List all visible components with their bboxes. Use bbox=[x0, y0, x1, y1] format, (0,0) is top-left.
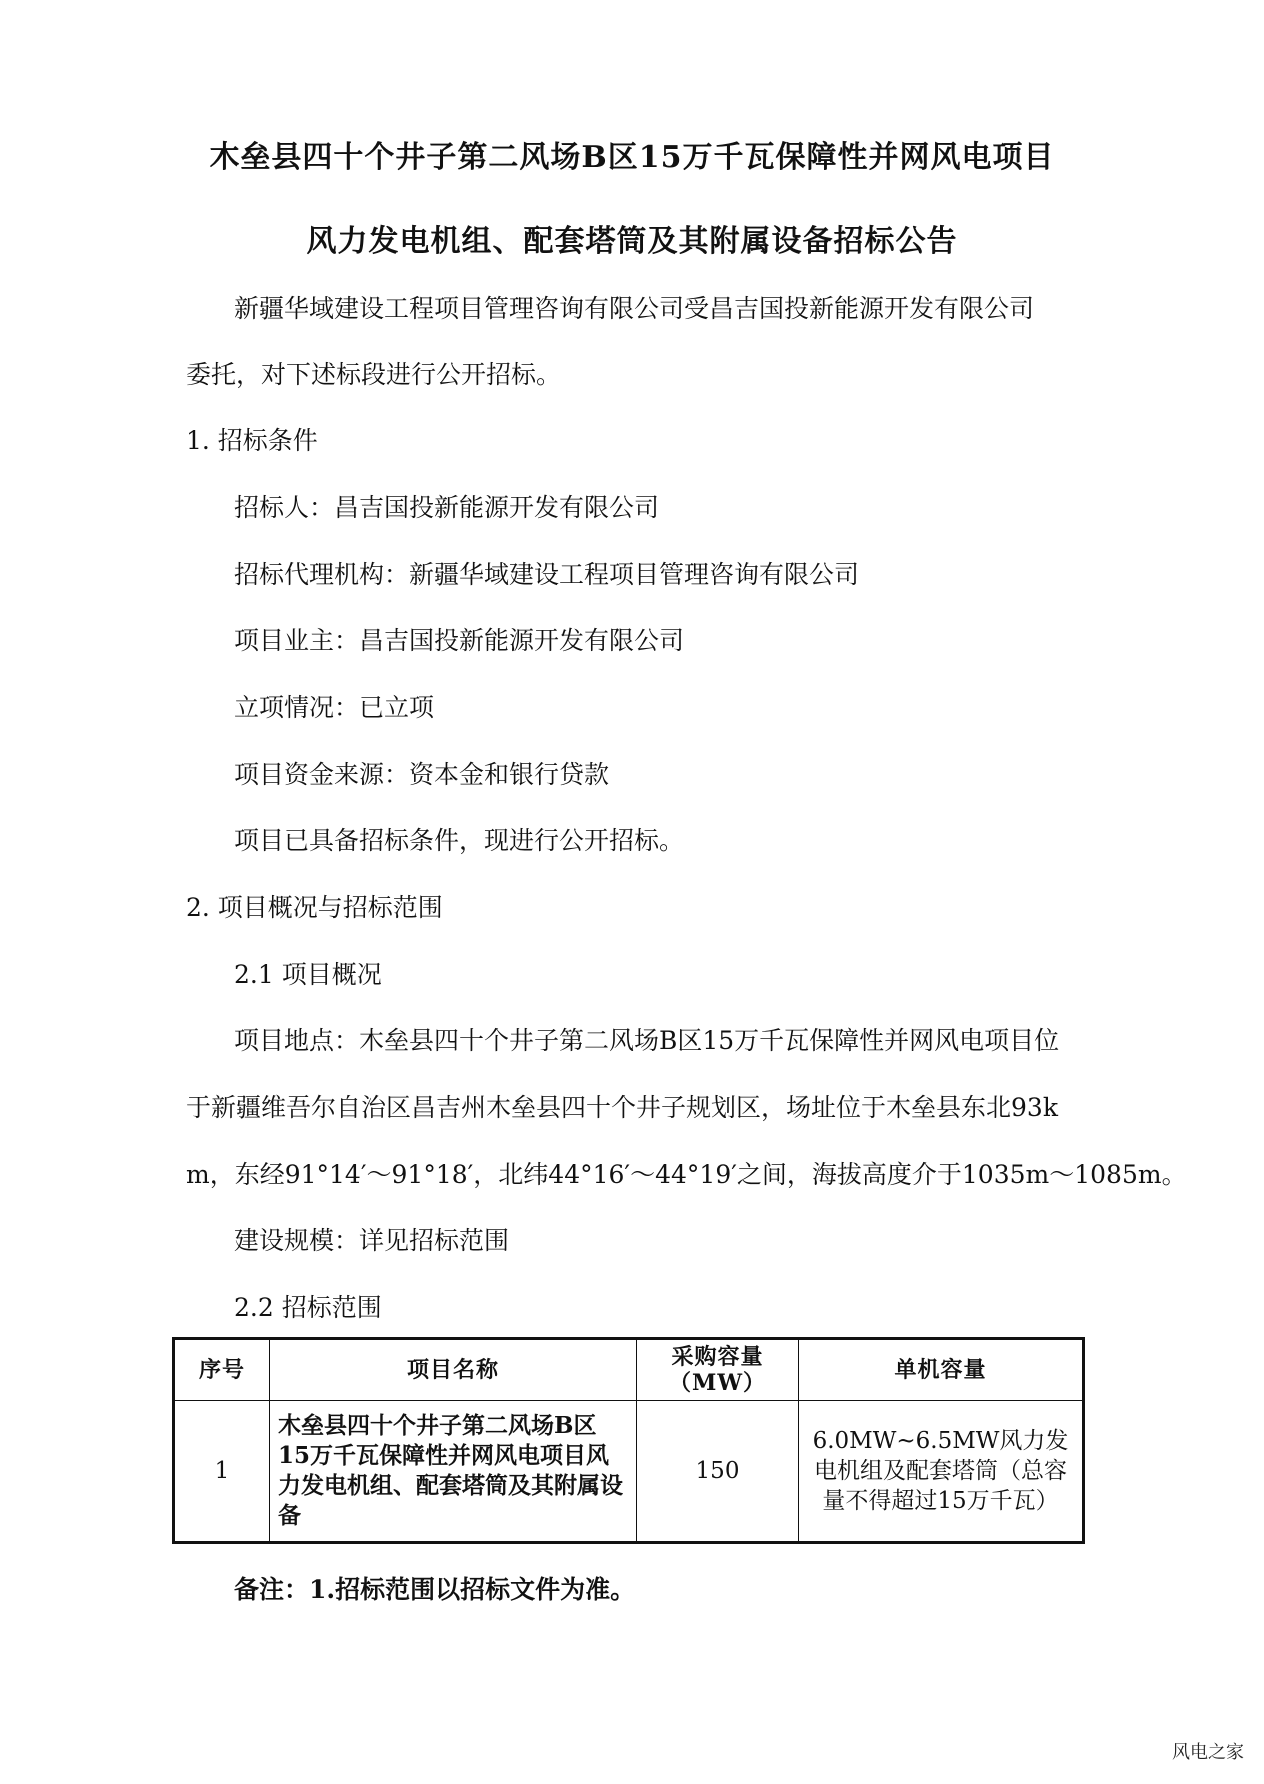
intro-line1: 新疆华域建设工程项目管理咨询有限公司受昌吉国投新能源开发有限公司 bbox=[234, 294, 1035, 323]
funding-item bbox=[234, 757, 609, 793]
funding-value: 资本金和银行贷款 bbox=[409, 760, 610, 789]
cell-no: 1 bbox=[174, 1401, 270, 1543]
location-line3: m，东经91°14′～91°18′，北纬44°16′～44°19′之间，海拔高度介于1035m～1085m。 bbox=[186, 1160, 1187, 1189]
cell-unit-capacity: 6.0MW~6.5MW风力发电机组及配套塔筒（总容量不得超过15万千瓦） bbox=[799, 1401, 1084, 1543]
watermark: 风电之家 bbox=[1172, 1742, 1244, 1763]
intro-line2: 委托，对下述标段进行公开招标。 bbox=[186, 360, 562, 389]
header-capacity: 采购容量（MW） bbox=[637, 1339, 799, 1401]
section1-heading: 1. 招标条件 bbox=[186, 426, 318, 455]
approval-item bbox=[234, 690, 434, 726]
agency-item bbox=[234, 557, 859, 593]
section2-heading: 2. 项目概况与招标范围 bbox=[186, 893, 443, 922]
header-unit-capacity: 单机容量 bbox=[799, 1339, 1084, 1401]
owner-value: 昌吉国投新能源开发有限公司 bbox=[359, 626, 685, 655]
table-header-row bbox=[174, 1339, 1084, 1401]
bidder-item bbox=[234, 490, 659, 526]
header-no: 序号 bbox=[174, 1339, 270, 1401]
cell-project-name: 木垒县四十个井子第二风场B区15万千瓦保障性并网风电项目风力发电机组、配套塔筒及其附属设备 bbox=[270, 1401, 637, 1543]
agency-label: 招标代理机构： bbox=[234, 560, 410, 589]
table-row bbox=[174, 1401, 1084, 1543]
bidder-label: 招标人： bbox=[234, 493, 335, 522]
cell-capacity: 150 bbox=[637, 1401, 799, 1543]
section1-closing: 项目已具备招标条件，现进行公开招标。 bbox=[234, 826, 685, 855]
doc-title-line1: 木垒县四十个井子第二风场B区15万千瓦保障性并网风电项目 bbox=[209, 140, 1055, 175]
subsection-scope: 2.2 招标范围 bbox=[234, 1293, 382, 1322]
header-name: 项目名称 bbox=[270, 1339, 637, 1401]
construction-scale: 建设规模：详见招标范围 bbox=[234, 1226, 510, 1255]
bid-scope-table bbox=[172, 1337, 1085, 1544]
location-line1: 项目地点：木垒县四十个井子第二风场B区15万千瓦保障性并网风电项目位 bbox=[234, 1026, 1060, 1055]
owner-label: 项目业主： bbox=[234, 626, 360, 655]
agency-value: 新疆华域建设工程项目管理咨询有限公司 bbox=[409, 560, 860, 589]
approval-value: 已立项 bbox=[359, 693, 435, 722]
remark: 备注：1.招标范围以招标文件为准。 bbox=[234, 1575, 636, 1604]
subsection-overview: 2.1 项目概况 bbox=[234, 960, 382, 989]
approval-label: 立项情况： bbox=[234, 693, 360, 722]
owner-item bbox=[234, 623, 684, 659]
funding-label: 项目资金来源： bbox=[234, 760, 410, 789]
bidder-value: 昌吉国投新能源开发有限公司 bbox=[334, 493, 660, 522]
doc-title-line2: 风力发电机组、配套塔筒及其附属设备招标公告 bbox=[306, 224, 958, 259]
location-line2: 于新疆维吾尔自治区昌吉州木垒县四十个井子规划区，场址位于木垒县东北93k bbox=[186, 1093, 1058, 1122]
